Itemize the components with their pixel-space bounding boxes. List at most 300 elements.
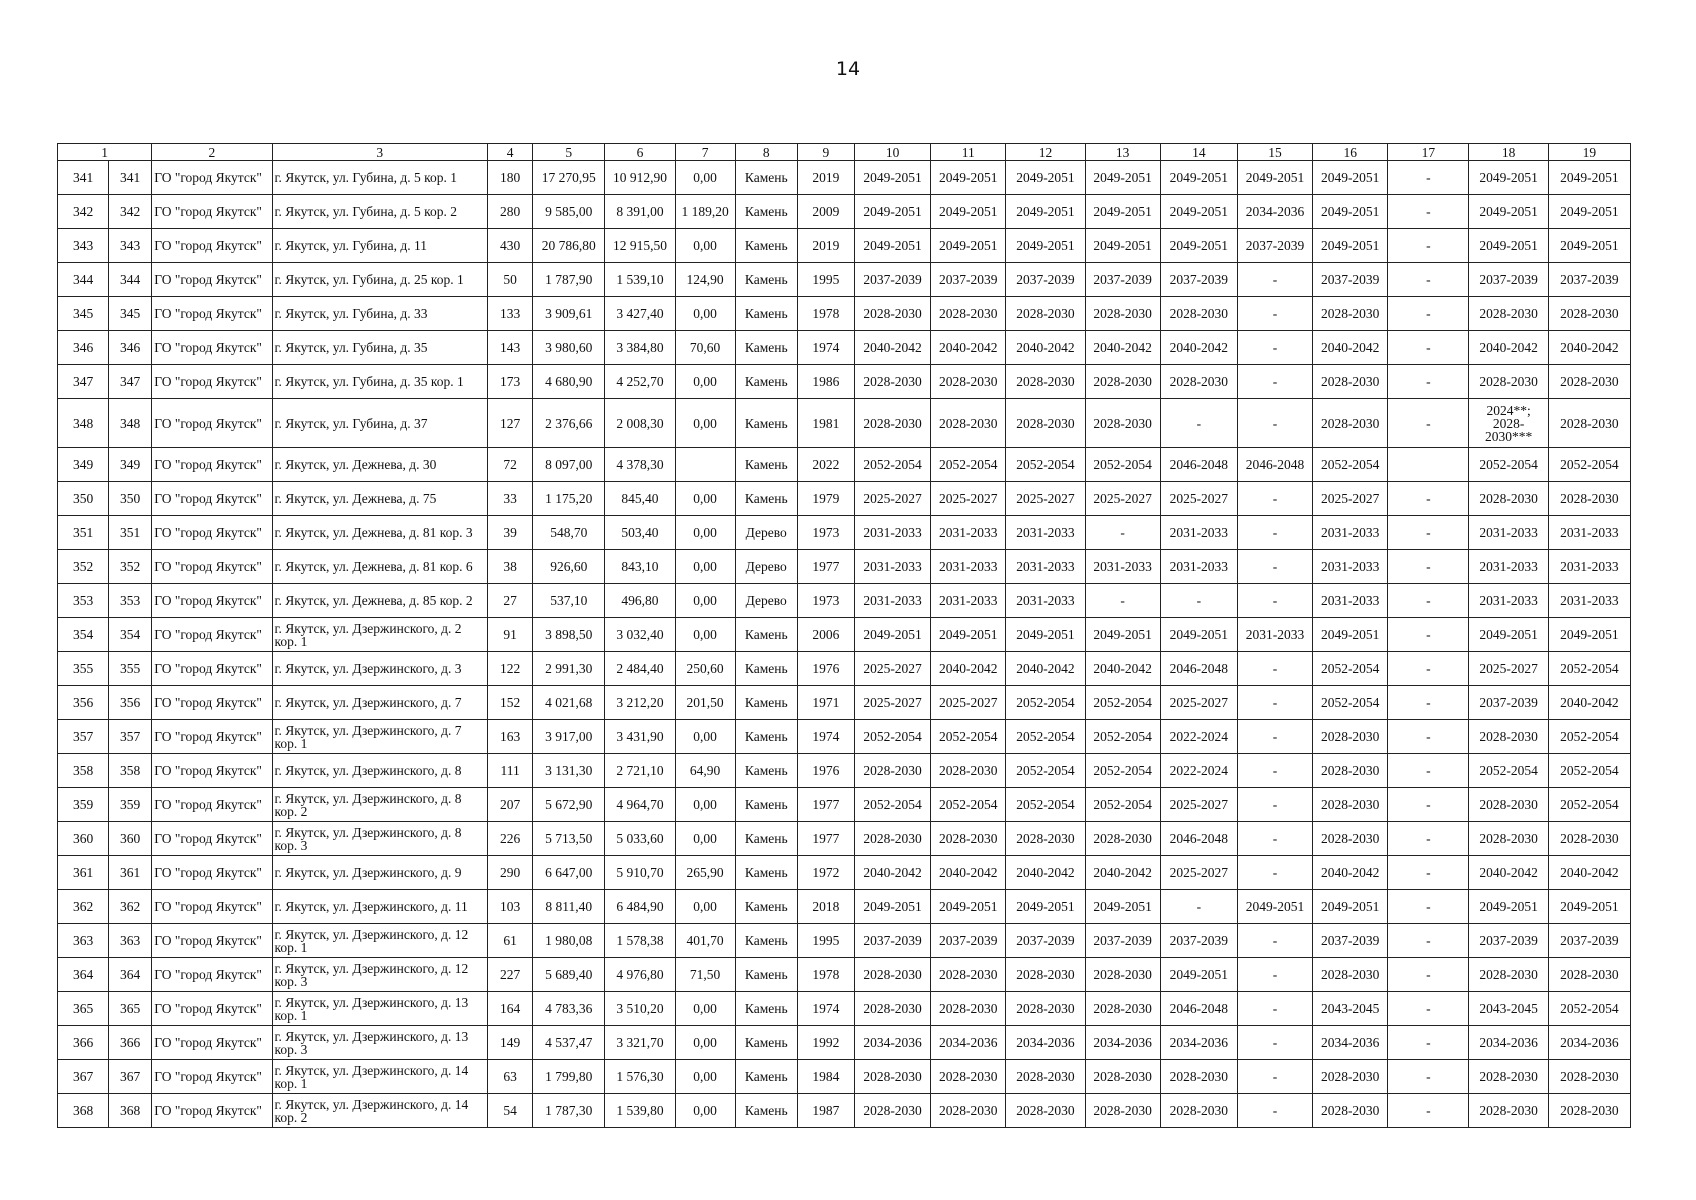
residents-cell: 127 [488,399,533,448]
work-period-cell [1388,448,1469,482]
work-period-cell: 2028-2030 [1006,297,1085,331]
living-area-cell: 503,40 [605,516,675,550]
work-period-cell: 2049-2051 [1160,958,1237,992]
work-period-cell: 2034-2036 [854,1026,930,1060]
work-period-cell: 2052-2054 [1313,686,1388,720]
living-area-cell: 12 915,50 [605,229,675,263]
nonliving-area-cell: 0,00 [675,618,735,652]
table-row [58,331,1631,365]
municipality-cell: ГО "город Якутск" [152,788,272,822]
municipality-cell: ГО "город Якутск" [152,550,272,584]
work-period-cell: 2028-2030 [931,365,1006,399]
total-area-cell: 3 131,30 [533,754,605,788]
work-period-cell: 2031-2033 [931,584,1006,618]
work-period-cell: 2028-2030 [1006,822,1085,856]
work-period-cell: - [1388,365,1469,399]
work-period-cell: 2028-2030 [931,992,1006,1026]
work-period-cell: 2031-2033 [1469,516,1548,550]
work-period-cell: 2028-2030 [854,297,930,331]
work-period-cell: - [1388,924,1469,958]
wall-material-cell: Камень [735,924,797,958]
nonliving-area-cell: 70,60 [675,331,735,365]
living-area-cell: 5 910,70 [605,856,675,890]
work-period-cell: 2025-2027 [1085,482,1160,516]
total-area-cell: 3 917,00 [533,720,605,754]
row-number-cell: 363 [58,924,109,958]
residents-cell: 143 [488,331,533,365]
work-period-cell: 2040-2042 [1006,331,1085,365]
work-period-cell: 2031-2033 [1313,584,1388,618]
column-header: 14 [1160,144,1237,161]
nonliving-area-cell: 0,00 [675,365,735,399]
work-period-cell: 2049-2051 [1006,161,1085,195]
work-period-cell: 2046-2048 [1160,652,1237,686]
residents-cell: 227 [488,958,533,992]
total-area-cell: 4 783,36 [533,992,605,1026]
wall-material-cell: Камень [735,1094,797,1128]
living-area-cell: 2 484,40 [605,652,675,686]
work-period-cell: 2028-2030 [1548,1094,1630,1128]
work-period-cell: 2028-2030 [1160,297,1237,331]
work-period-cell: 2025-2027 [1160,686,1237,720]
wall-material-cell: Камень [735,263,797,297]
commission-year-cell: 1974 [797,992,854,1026]
work-period-cell: 2028-2030 [1548,297,1630,331]
object-number-cell: 342 [109,195,152,229]
address-cell: г. Якутск, ул. Дзержинского, д. 13 кор. 1 [272,992,488,1026]
work-period-cell: 2049-2051 [1085,161,1160,195]
nonliving-area-cell: 0,00 [675,516,735,550]
row-number-cell: 367 [58,1060,109,1094]
work-period-cell: 2052-2054 [1469,448,1548,482]
work-period-cell: 2037-2039 [1085,924,1160,958]
living-area-cell: 3 321,70 [605,1026,675,1060]
work-period-cell: 2049-2051 [1469,195,1548,229]
municipality-cell: ГО "город Якутск" [152,1026,272,1060]
work-period-cell: - [1237,297,1312,331]
work-period-cell: 2046-2048 [1160,448,1237,482]
work-period-cell: 2031-2033 [854,550,930,584]
address-cell: г. Якутск, ул. Дзержинского, д. 13 кор. 3 [272,1026,488,1060]
work-period-cell: 2034-2036 [1006,1026,1085,1060]
table-row [58,161,1631,195]
table-row [58,365,1631,399]
row-number-cell: 364 [58,958,109,992]
address-cell: г. Якутск, ул. Дзержинского, д. 12 кор. 1 [272,924,488,958]
address-cell: г. Якутск, ул. Дзержинского, д. 7 [272,686,488,720]
address-cell: г. Якутск, ул. Дзержинского, д. 8 кор. 3 [272,822,488,856]
table-row [58,686,1631,720]
total-area-cell: 6 647,00 [533,856,605,890]
work-period-cell: 2052-2054 [1548,652,1630,686]
residents-cell: 54 [488,1094,533,1128]
work-period-cell: 2034-2036 [1548,1026,1630,1060]
column-header: 13 [1085,144,1160,161]
total-area-cell: 1 980,08 [533,924,605,958]
work-period-cell: 2034-2036 [1085,1026,1160,1060]
commission-year-cell: 1978 [797,297,854,331]
residents-cell: 91 [488,618,533,652]
object-number-cell: 343 [109,229,152,263]
column-header: 16 [1313,144,1388,161]
commission-year-cell: 1973 [797,516,854,550]
total-area-cell: 2 991,30 [533,652,605,686]
living-area-cell: 8 391,00 [605,195,675,229]
work-period-cell: 2028-2030 [1313,297,1388,331]
living-area-cell: 843,10 [605,550,675,584]
work-period-cell: 2037-2039 [854,263,930,297]
work-period-cell: - [1388,856,1469,890]
work-period-cell: 2049-2051 [1006,890,1085,924]
work-period-cell: 2031-2033 [1469,584,1548,618]
living-area-cell: 6 484,90 [605,890,675,924]
nonliving-area-cell: 0,00 [675,482,735,516]
municipality-cell: ГО "город Якутск" [152,482,272,516]
table-row [58,652,1631,686]
work-period-cell: 2049-2051 [854,161,930,195]
work-period-cell: 2040-2042 [1085,856,1160,890]
table-row [58,399,1631,448]
work-period-cell: 2049-2051 [1469,618,1548,652]
table-row [58,195,1631,229]
object-number-cell: 366 [109,1026,152,1060]
total-area-cell: 17 270,95 [533,161,605,195]
work-period-cell: 2025-2027 [1160,482,1237,516]
work-period-cell: 2052-2054 [1548,992,1630,1026]
work-period-cell: 2043-2045 [1469,992,1548,1026]
work-period-cell: 2049-2051 [1469,161,1548,195]
wall-material-cell: Камень [735,992,797,1026]
nonliving-area-cell: 0,00 [675,229,735,263]
object-number-cell: 365 [109,992,152,1026]
residents-cell: 72 [488,448,533,482]
work-period-cell: 2028-2030 [1313,958,1388,992]
address-cell: г. Якутск, ул. Губина, д. 11 [272,229,488,263]
municipality-cell: ГО "город Якутск" [152,365,272,399]
nonliving-area-cell: 250,60 [675,652,735,686]
row-number-cell: 355 [58,652,109,686]
total-area-cell: 1 787,30 [533,1094,605,1128]
work-period-cell: - [1388,890,1469,924]
living-area-cell: 10 912,90 [605,161,675,195]
work-period-cell: 2037-2039 [1469,263,1548,297]
work-period-cell: 2028-2030 [1006,958,1085,992]
object-number-cell: 350 [109,482,152,516]
work-period-cell: 2049-2051 [1548,890,1630,924]
work-period-cell: - [1388,822,1469,856]
work-period-cell: 2031-2033 [854,584,930,618]
work-period-cell: 2034-2036 [931,1026,1006,1060]
work-period-cell: 2031-2033 [1160,550,1237,584]
work-period-cell: 2040-2042 [1085,652,1160,686]
work-period-cell: 2028-2030 [1469,297,1548,331]
work-period-cell: - [1160,890,1237,924]
work-period-cell: 2049-2051 [1160,161,1237,195]
work-period-cell: - [1388,788,1469,822]
work-period-cell: 2031-2033 [1160,516,1237,550]
work-period-cell: 2049-2051 [1085,195,1160,229]
commission-year-cell: 1978 [797,958,854,992]
object-number-cell: 368 [109,1094,152,1128]
total-area-cell: 5 713,50 [533,822,605,856]
total-area-cell: 926,60 [533,550,605,584]
work-period-cell: 2022-2024 [1160,754,1237,788]
work-period-cell: 2052-2054 [931,720,1006,754]
work-period-cell: 2031-2033 [1006,516,1085,550]
work-period-cell: 2028-2030 [1548,482,1630,516]
work-period-cell: 2028-2030 [854,1060,930,1094]
nonliving-area-cell: 0,00 [675,720,735,754]
column-header: 18 [1469,144,1548,161]
work-period-cell: 2049-2051 [1085,890,1160,924]
object-number-cell: 362 [109,890,152,924]
total-area-cell: 2 376,66 [533,399,605,448]
work-period-cell: 2049-2051 [931,195,1006,229]
work-period-cell: 2024**; 2028-2030*** [1469,399,1548,448]
row-number-cell: 351 [58,516,109,550]
wall-material-cell: Камень [735,448,797,482]
work-period-cell: - [1388,958,1469,992]
work-period-cell: 2052-2054 [1548,788,1630,822]
living-area-cell: 1 539,80 [605,1094,675,1128]
address-cell: г. Якутск, ул. Дзержинского, д. 7 кор. 1 [272,720,488,754]
nonliving-area-cell: 201,50 [675,686,735,720]
work-period-cell: 2028-2030 [1085,399,1160,448]
residents-cell: 33 [488,482,533,516]
work-period-cell: 2028-2030 [1085,992,1160,1026]
work-period-cell: 2040-2042 [1313,331,1388,365]
living-area-cell: 1 539,10 [605,263,675,297]
object-number-cell: 345 [109,297,152,331]
commission-year-cell: 1974 [797,720,854,754]
address-cell: г. Якутск, ул. Губина, д. 35 кор. 1 [272,365,488,399]
row-number-cell: 362 [58,890,109,924]
object-number-cell: 364 [109,958,152,992]
work-period-cell: 2028-2030 [1313,754,1388,788]
table-row [58,1060,1631,1094]
work-period-cell: 2037-2039 [1006,263,1085,297]
nonliving-area-cell: 0,00 [675,1094,735,1128]
municipality-cell: ГО "город Якутск" [152,754,272,788]
wall-material-cell: Камень [735,297,797,331]
work-period-cell: 2037-2039 [1313,924,1388,958]
address-cell: г. Якутск, ул. Дзержинского, д. 3 [272,652,488,686]
page-number: 14 [835,58,861,80]
living-area-cell: 3 510,20 [605,992,675,1026]
work-period-cell: - [1237,482,1312,516]
commission-year-cell: 1986 [797,365,854,399]
work-period-cell: 2040-2042 [1160,331,1237,365]
total-area-cell: 4 021,68 [533,686,605,720]
work-period-cell: - [1388,754,1469,788]
work-period-cell: 2028-2030 [1085,1094,1160,1128]
work-period-cell: 2049-2051 [1085,618,1160,652]
wall-material-cell: Дерево [735,584,797,618]
residents-cell: 173 [488,365,533,399]
work-period-cell: 2028-2030 [1548,958,1630,992]
wall-material-cell: Камень [735,161,797,195]
work-period-cell: 2028-2030 [931,822,1006,856]
housing-registry-table [57,143,1631,1128]
work-period-cell: 2046-2048 [1160,992,1237,1026]
table-row [58,754,1631,788]
work-period-cell: - [1237,958,1312,992]
residents-cell: 111 [488,754,533,788]
commission-year-cell: 1987 [797,1094,854,1128]
table-row [58,550,1631,584]
work-period-cell: 2049-2051 [931,161,1006,195]
work-period-cell: 2028-2030 [854,365,930,399]
living-area-cell: 3 384,80 [605,331,675,365]
living-area-cell: 3 427,40 [605,297,675,331]
residents-cell: 103 [488,890,533,924]
work-period-cell: 2028-2030 [1548,822,1630,856]
total-area-cell: 1 799,80 [533,1060,605,1094]
residents-cell: 152 [488,686,533,720]
wall-material-cell: Камень [735,958,797,992]
work-period-cell: 2049-2051 [1085,229,1160,263]
work-period-cell: 2049-2051 [1548,618,1630,652]
living-area-cell: 4 378,30 [605,448,675,482]
wall-material-cell: Камень [735,482,797,516]
work-period-cell: - [1388,195,1469,229]
work-period-cell: 2049-2051 [931,229,1006,263]
row-number-cell: 365 [58,992,109,1026]
living-area-cell: 1 578,38 [605,924,675,958]
residents-cell: 39 [488,516,533,550]
work-period-cell: 2028-2030 [931,754,1006,788]
row-number-cell: 347 [58,365,109,399]
work-period-cell: 2049-2051 [1237,890,1312,924]
work-period-cell: 2049-2051 [1006,618,1085,652]
wall-material-cell: Дерево [735,550,797,584]
work-period-cell: 2049-2051 [1469,890,1548,924]
municipality-cell: ГО "город Якутск" [152,958,272,992]
work-period-cell: 2028-2030 [854,958,930,992]
total-area-cell: 5 689,40 [533,958,605,992]
work-period-cell: 2028-2030 [854,822,930,856]
table-row [58,890,1631,924]
work-period-cell: - [1237,754,1312,788]
work-period-cell: 2052-2054 [1085,754,1160,788]
row-number-cell: 345 [58,297,109,331]
commission-year-cell: 1974 [797,331,854,365]
work-period-cell: 2028-2030 [931,1094,1006,1128]
living-area-cell: 3 212,20 [605,686,675,720]
work-period-cell: 2028-2030 [854,992,930,1026]
work-period-cell: 2052-2054 [854,788,930,822]
address-cell: г. Якутск, ул. Губина, д. 5 кор. 1 [272,161,488,195]
table-row [58,482,1631,516]
work-period-cell: 2052-2054 [1548,754,1630,788]
work-period-cell: 2025-2027 [1160,788,1237,822]
work-period-cell: - [1237,263,1312,297]
column-header: 10 [854,144,930,161]
work-period-cell: 2040-2042 [931,652,1006,686]
work-period-cell: - [1388,1094,1469,1128]
work-period-cell: - [1237,1060,1312,1094]
work-period-cell: 2046-2048 [1237,448,1312,482]
work-period-cell: 2046-2048 [1160,822,1237,856]
total-area-cell: 1 175,20 [533,482,605,516]
table-row [58,229,1631,263]
table-row [58,618,1631,652]
work-period-cell: - [1388,297,1469,331]
work-period-cell: - [1237,788,1312,822]
work-period-cell: 2028-2030 [1313,365,1388,399]
wall-material-cell: Камень [735,754,797,788]
work-period-cell: 2031-2033 [931,550,1006,584]
residents-cell: 163 [488,720,533,754]
work-period-cell: 2037-2039 [931,924,1006,958]
work-period-cell: 2043-2045 [1313,992,1388,1026]
nonliving-area-cell: 0,00 [675,584,735,618]
work-period-cell: - [1388,652,1469,686]
residents-cell: 50 [488,263,533,297]
municipality-cell: ГО "город Якутск" [152,822,272,856]
column-header: 6 [605,144,675,161]
nonliving-area-cell: 265,90 [675,856,735,890]
commission-year-cell: 2022 [797,448,854,482]
work-period-cell: 2028-2030 [1160,365,1237,399]
table-row [58,516,1631,550]
nonliving-area-cell: 0,00 [675,822,735,856]
municipality-cell: ГО "город Якутск" [152,584,272,618]
work-period-cell: - [1085,516,1160,550]
row-number-cell: 354 [58,618,109,652]
object-number-cell: 346 [109,331,152,365]
address-cell: г. Якутск, ул. Дежнева, д. 81 кор. 6 [272,550,488,584]
residents-cell: 27 [488,584,533,618]
work-period-cell: 2034-2036 [1160,1026,1237,1060]
municipality-cell: ГО "город Якутск" [152,448,272,482]
address-cell: г. Якутск, ул. Губина, д. 5 кор. 2 [272,195,488,229]
work-period-cell: - [1237,720,1312,754]
wall-material-cell: Камень [735,195,797,229]
commission-year-cell: 2019 [797,161,854,195]
work-period-cell: 2028-2030 [1313,720,1388,754]
work-period-cell: 2028-2030 [931,399,1006,448]
work-period-cell: - [1388,516,1469,550]
nonliving-area-cell: 1 189,20 [675,195,735,229]
work-period-cell: 2031-2033 [1313,550,1388,584]
row-number-cell: 368 [58,1094,109,1128]
commission-year-cell: 1995 [797,924,854,958]
work-period-cell: 2031-2033 [931,516,1006,550]
address-cell: г. Якутск, ул. Дзержинского, д. 11 [272,890,488,924]
work-period-cell: 2040-2042 [854,331,930,365]
work-period-cell: 2049-2051 [1313,161,1388,195]
table-row [58,1094,1631,1128]
work-period-cell: 2052-2054 [1006,686,1085,720]
work-period-cell: 2025-2027 [1313,482,1388,516]
total-area-cell: 3 980,60 [533,331,605,365]
table-row [58,992,1631,1026]
municipality-cell: ГО "город Якутск" [152,229,272,263]
work-period-cell: 2040-2042 [1006,652,1085,686]
work-period-cell: 2040-2042 [854,856,930,890]
residents-cell: 290 [488,856,533,890]
commission-year-cell: 1979 [797,482,854,516]
table-row [58,958,1631,992]
work-period-cell: 2037-2039 [1160,924,1237,958]
commission-year-cell: 1981 [797,399,854,448]
work-period-cell: 2028-2030 [1469,788,1548,822]
residents-cell: 122 [488,652,533,686]
municipality-cell: ГО "город Якутск" [152,720,272,754]
table-row [58,1026,1631,1060]
object-number-cell: 360 [109,822,152,856]
